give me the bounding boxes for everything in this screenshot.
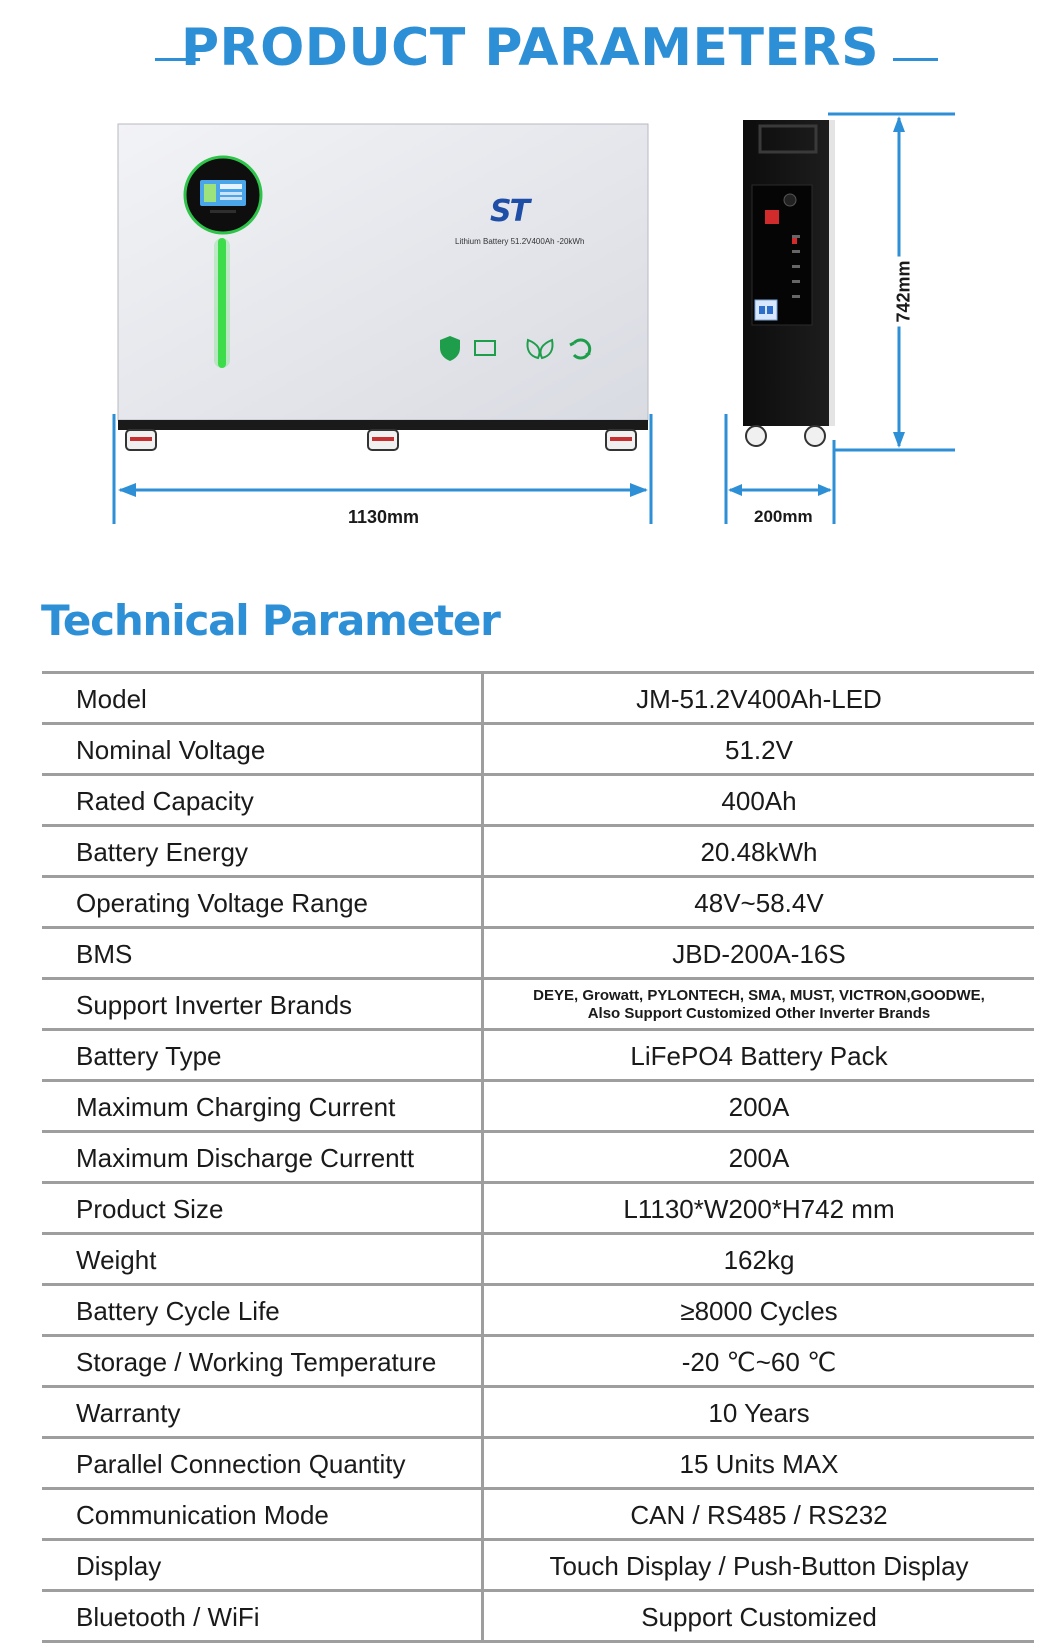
param-name: Weight [42, 1235, 484, 1283]
model-label: Lithium Battery 51.2V400Ah -20kWh [455, 237, 585, 246]
table-row [42, 878, 1034, 929]
param-name: Maximum Charging Current [42, 1082, 484, 1130]
param-name: Storage / Working Temperature [42, 1337, 484, 1385]
brand-logo: ST [490, 194, 529, 229]
height-dimension: 742mm [894, 256, 915, 326]
param-name: Model [42, 674, 484, 722]
table-row [42, 725, 1034, 776]
side-wheels [746, 426, 825, 446]
inverter-brands-line-2: Also Support Customized Other Inverter Brands [587, 1005, 931, 1022]
param-name: Product Size [42, 1184, 484, 1232]
param-value: 200A [728, 1092, 790, 1122]
title-dash-right [893, 58, 938, 61]
param-value: Support Customized [641, 1602, 877, 1632]
page-title: PRODUCT PARAMETERS [180, 18, 880, 78]
param-value [484, 980, 1034, 1028]
param-name: Battery Energy [42, 827, 484, 875]
table-row [42, 827, 1034, 878]
param-value: 200A [728, 1143, 790, 1173]
table-row [42, 1235, 1034, 1286]
table-row [42, 980, 1034, 1031]
param-name: Bluetooth / WiFi [42, 1592, 484, 1640]
table-row [42, 1541, 1034, 1592]
table-row [42, 1337, 1034, 1388]
table-row [42, 776, 1034, 827]
table-row [42, 1133, 1034, 1184]
table-row [42, 1490, 1034, 1541]
param-value: JBD-200A-16S [672, 939, 846, 969]
product-drawing [0, 110, 1060, 570]
param-value: CAN / RS485 / RS232 [630, 1500, 888, 1530]
table-row [42, 1082, 1034, 1133]
param-value: L1130*W200*H742 mm [623, 1194, 895, 1224]
param-name: Battery Cycle Life [42, 1286, 484, 1334]
table-row [42, 1286, 1034, 1337]
param-value: JM-51.2V400Ah-LED [636, 684, 882, 714]
param-value: 20.48kWh [700, 837, 818, 867]
param-value: 48V~58.4V [694, 888, 824, 918]
param-name: Communication Mode [42, 1490, 484, 1538]
breaker-switch [755, 300, 777, 320]
parameter-table [42, 671, 1034, 1643]
param-value: Touch Display / Push-Button Display [549, 1551, 969, 1581]
power-button [765, 210, 779, 224]
param-value: 10 Years [708, 1398, 810, 1428]
param-value: 15 Units MAX [679, 1449, 839, 1479]
param-value: 162kg [723, 1245, 795, 1275]
table-row [42, 1592, 1034, 1643]
front-base [118, 420, 648, 430]
table-row [42, 1439, 1034, 1490]
table-row [42, 1388, 1034, 1439]
param-name: Warranty [42, 1388, 484, 1436]
param-name: Nominal Voltage [42, 725, 484, 773]
param-value: 51.2V [725, 735, 793, 765]
param-name: Rated Capacity [42, 776, 484, 824]
section-title: Technical Parameter [41, 596, 500, 645]
page-header [0, 10, 1060, 90]
param-value: ≥8000 Cycles [680, 1296, 838, 1326]
param-value: 400Ah [721, 786, 797, 816]
param-name: Support Inverter Brands [42, 980, 484, 1028]
param-name: Battery Type [42, 1031, 484, 1079]
table-row [42, 929, 1034, 980]
battery-illustration [0, 110, 1060, 570]
param-value: -20 ℃~60 ℃ [681, 1347, 837, 1377]
table-row [42, 1184, 1034, 1235]
table-row [42, 1031, 1034, 1082]
param-name: BMS [42, 929, 484, 977]
param-name: Maximum Discharge Currentt [42, 1133, 484, 1181]
param-name: Display [42, 1541, 484, 1589]
param-value: LiFePO4 Battery Pack [630, 1041, 888, 1071]
inverter-brands-line-1: DEYE, Growatt, PYLONTECH, SMA, MUST, VICTRON,GOODWE, [533, 987, 985, 1004]
param-name: Operating Voltage Range [42, 878, 484, 926]
depth-dimension: 200mm [754, 507, 813, 526]
table-row [42, 674, 1034, 725]
width-dimension: 1130mm [344, 507, 423, 528]
param-name: Parallel Connection Quantity [42, 1439, 484, 1487]
